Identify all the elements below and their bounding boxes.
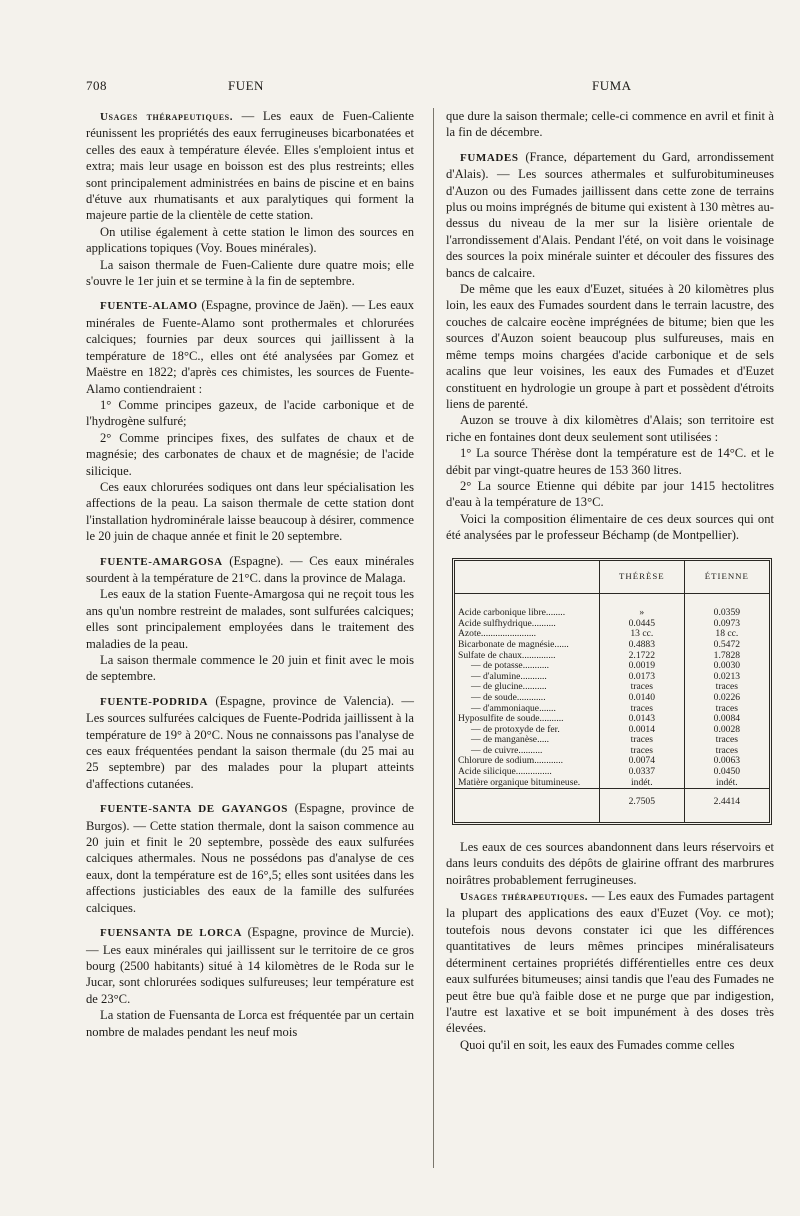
paragraph xyxy=(446,281,774,412)
paragraph xyxy=(446,149,774,281)
page-number: 708 xyxy=(86,78,107,93)
therese-value: 0.0019 xyxy=(599,661,684,672)
paragraph-text: (Espagne, province de Murcie). — Les eaux minérales qui jaillissent sur le territoire de ce gros bourg (2500 habitants) situé à 14 kilomètres de le Roda sur le Jucar, sont chlorurées sodiques sulfureuses; leur température est de 23°C. xyxy=(86,925,414,1006)
composition-table xyxy=(452,558,772,825)
therese-value: traces xyxy=(599,746,684,757)
entry-heading: FUMADES xyxy=(460,151,519,164)
etienne-value: traces xyxy=(684,682,769,693)
therese-value: 13 cc. xyxy=(599,629,684,640)
paragraph xyxy=(446,478,774,511)
paragraph-text: Auzon se trouve à dix kilomètres d'Alais; son territoire est riche en fontaines dont deux seulement sont utilisées : xyxy=(446,413,774,444)
etienne-value: 0.0450 xyxy=(684,767,769,778)
therese-value: 0.0140 xyxy=(599,693,684,704)
paragraph xyxy=(86,108,414,224)
paragraph-text: (Espagne). — Ces eaux minérales sourdent à la température de 21°C. dans la province de Malaga. xyxy=(86,553,414,585)
paragraph xyxy=(86,586,414,652)
paragraph-text: 1° Comme principes gazeux, de l'acide carbonique et de l'hydrogène sulfuré; xyxy=(86,397,414,429)
totals-label xyxy=(455,789,599,822)
left-column xyxy=(86,108,414,1040)
paragraph xyxy=(446,888,774,1037)
paragraph-text: Les eaux de la station Fuente-Amargosa qui ne reçoit tous les ans qu'un nombre restreint de malades, sont sulfurées calciques; elles sont principalement employées dans le traitement des maladies de la peau. xyxy=(86,587,414,651)
paragraph-text: que dure la saison thermale; celle-ci commence en avril et finit à la fin de décembre. xyxy=(446,109,774,140)
therese-value: 0.0074 xyxy=(599,756,684,767)
paragraph xyxy=(446,1037,774,1053)
paragraph xyxy=(86,397,414,430)
substance-cell: Matière organique bitumineuse. xyxy=(458,776,581,788)
etienne-value: 0.5472 xyxy=(684,640,769,651)
paragraph-text: (Espagne, province de Valencia). — Les sources sulfurées calciques de Fuente-Podrida jaillissent à la température de 19° à 20°C. Nous ne connaissons pas l'analyse de ces eaux fréquentées pendant la saison thermale (du 25 mai au 25 septembre) par des malades pour la plupart atteints d'affections cutanées. xyxy=(86,693,414,791)
paragraph-text: (France, département du Gard, arrondissement d'Alais). — Les sources athermales et sulfurobitumineuses d'Auzon ou des Fumades jaillissent dans cette zone de terrains plus ou moins imprégnés de bitume qui existent à 130 mètres au-dessus du niveau de la mer sur la lisière orientale de l'arrondissement d'Alais. Pendant l'été, on voit dans le voisinage des sources la poix minérale suinter et découler des fissures des bancs de calcaire. xyxy=(446,149,774,280)
etienne-value: 0.0028 xyxy=(684,725,769,736)
paragraph-text: — Les eaux des Fumades partagent la plupart des applications des eaux d'Euzet (Voy. ce mot); toutefois nous devons constater ici que les différences quantitatives de leurs mêmes principes minéralisateurs déterminent certaines propriétés différentielles entre ces deux eaux sulfurées bitumeuses; ainsi tandis que l'eau des Fumades ne peut être bue qu'à faible dose et ne purge que par indigestion, l'autre est laxative et se boit impunément à des doses très élevées. xyxy=(446,889,775,1036)
entry-heading: FUENTE-SANTA DE GAYANGOS xyxy=(100,803,288,816)
table-header-etienne: ÉTIENNE xyxy=(684,561,769,594)
paragraph-text: Quoi qu'il en soit, les eaux des Fumades comme celles xyxy=(460,1037,735,1052)
substance-cell: — d'ammoniaque....... xyxy=(471,702,556,714)
entry-heading: FUENTE-PODRIDA xyxy=(100,695,209,708)
etienne-value: 0.0213 xyxy=(684,672,769,683)
etienne-value: 18 cc. xyxy=(684,629,769,640)
substance-cell: Acide carbonique libre........ xyxy=(458,607,566,619)
etienne-total: 2.4414 xyxy=(684,789,769,822)
substance-cell: Bicarbonate de magnésie...... xyxy=(458,638,569,650)
substance-cell: Sulfate de chaux.............. xyxy=(458,649,556,661)
substance-cell: Hyposulfite de soude.......... xyxy=(458,713,564,725)
therese-value: 0.0445 xyxy=(599,619,684,630)
entry-heading: Usages thérapeutiques. xyxy=(460,891,589,904)
running-head-left: FUEN xyxy=(228,78,264,93)
etienne-value: 0.0973 xyxy=(684,619,769,630)
paragraph xyxy=(86,1007,414,1040)
substance-cell: — de protoxyde de fer. xyxy=(471,723,560,735)
substance-cell: — d'alumine........... xyxy=(471,670,547,682)
paragraph-text: (Espagne, province de Jaën). — Les eaux minérales de Fuente-Alamo sont prothermales et chlorurées calciques; fournies par deux sources qui jaillissent à la température de 18°C., elles ont été analysées par Gomez et Maëstre en 1822; d'après ces chimistes, les sources de Fuente-Alamo contiendraient : xyxy=(86,298,414,396)
paragraph xyxy=(446,511,774,544)
paragraph-text: (Espagne, province de Burgos). — Cette station thermale, dont la saison commence au 20 juin et finit le 20 septembre, possède des eaux sulfurées calciques athermales. Nous ne possédons pas d'analyse de ces eaux, dont la température est de 16°,5; elles sont usitées dans les affections justiciables des eaux de la famille des sulfurées calciques. xyxy=(86,801,414,915)
therese-value: traces xyxy=(599,682,684,693)
etienne-value: 0.0063 xyxy=(684,756,769,767)
paragraph-text: La saison thermale de Fuen-Caliente dure quatre mois; elle s'ouvre le 1er juin et se termine à la fin de septembre. xyxy=(86,257,414,289)
substance-cell: Acide silicique............... xyxy=(458,766,552,778)
entry-heading: FUENTE-AMARGOSA xyxy=(100,555,223,568)
paragraph-text: La saison thermale commence le 20 juin et finit avec le mois de septembre. xyxy=(86,653,414,684)
paragraph xyxy=(446,839,774,888)
therese-value: 0.0337 xyxy=(599,767,684,778)
etienne-value: 0.0084 xyxy=(684,714,769,725)
etienne-value: traces xyxy=(684,704,769,715)
column-rule xyxy=(433,108,434,1168)
paragraph xyxy=(86,553,414,587)
right-column xyxy=(446,108,774,1053)
substance-cell: Azote....................... xyxy=(458,628,537,640)
substance-cell: — de potasse........... xyxy=(471,660,550,672)
paragraph xyxy=(446,108,774,141)
table-header-blank xyxy=(455,561,599,594)
therese-value: 0.0173 xyxy=(599,672,684,683)
paragraph-text: — Les eaux de Fuen-Caliente réunissent les propriétés des eaux ferrugineuses bicarbonatées et celles des eaux à température élevée. Elles s'emploient intus et extra; mais leur usage en boisson est des plus restreints; elles sont principalement administrées en bains de piscine et en bains d'étuve aux rhumatisants et aux paralytiques qui forment la majeure partie de la clientèle de cette station. xyxy=(86,109,414,223)
substance-cell: — de glucine.......... xyxy=(471,681,547,693)
etienne-value: 0.0359 xyxy=(684,608,769,619)
substance-cell: Acide sulfhydrique.......... xyxy=(458,617,556,629)
paragraph xyxy=(446,412,774,445)
entry-heading: FUENSANTA DE LORCA xyxy=(100,927,242,940)
etienne-value: 1.7828 xyxy=(684,651,769,662)
etienne-value: traces xyxy=(684,735,769,746)
therese-total: 2.7505 xyxy=(599,789,684,822)
table-row xyxy=(455,640,769,651)
entry-heading: Usages thérapeutiques. xyxy=(100,111,234,123)
therese-value: 0.4883 xyxy=(599,640,684,651)
paragraph xyxy=(86,257,414,290)
paragraph xyxy=(86,430,414,479)
substance-cell: — de cuivre.......... xyxy=(471,744,543,756)
substance-cell: — de soude............ xyxy=(471,691,546,703)
table-row xyxy=(455,693,769,704)
paragraph-text: 2° La source Etienne qui débite par jour 1415 hectolitres d'eau à la température de 13°C. xyxy=(446,478,774,510)
etienne-value: 0.0030 xyxy=(684,661,769,672)
table-row xyxy=(455,778,769,789)
therese-value: 2.1722 xyxy=(599,651,684,662)
therese-value: » xyxy=(599,608,684,619)
paragraph-text: 2° Comme principes fixes, des sulfates de chaux et de magnésie; des carbonates de chaux et de magnésie; de l'acide silicique. xyxy=(86,430,414,478)
etienne-value: 0.0226 xyxy=(684,693,769,704)
therese-value: traces xyxy=(599,735,684,746)
paragraph-text: La station de Fuensanta de Lorca est fréquentée par un certain nombre de malades pendant les neuf mois xyxy=(86,1008,414,1039)
paragraph-text: On utilise également à cette station le limon des sources en applications topiques (Voy. Boues minérales). xyxy=(86,224,414,256)
totals-row xyxy=(455,789,769,822)
paragraph xyxy=(86,924,414,1007)
table-header-therese: THÉRÈSE xyxy=(599,561,684,594)
paragraph-text: De même que les eaux d'Euzet, situées à 20 kilomètres plus loin, les eaux des Fumades sourdent dans le terrain lacustre, des couches de calcaire eocène imprégnées de bitume; bien que les sources d'Auzon soient beaucoup plus sulfureuses, mais en même temps moins chargées d'acide carbonique et de sels acalins que leur voisines, les eaux des Fumades et d'Euzet constituent en hydrologie un groupe à part et possèdent d'étroits liens de parenté. xyxy=(446,282,774,411)
paragraph xyxy=(86,693,414,792)
paragraph-text: Les eaux de ces sources abandonnent dans leurs réservoirs et dans leurs conduits des dépôts de glairine offrant des marbrures noirâtres probablement ferrugineuses. xyxy=(446,839,774,887)
paragraph xyxy=(86,479,414,545)
paragraph xyxy=(446,445,774,478)
substance-cell: — de manganèse..... xyxy=(471,734,550,746)
paragraph xyxy=(86,652,414,685)
etienne-value: indét. xyxy=(684,778,769,789)
therese-value: traces xyxy=(599,704,684,715)
substance-cell: Chlorure de sodium............ xyxy=(458,755,563,767)
paragraph-text: 1° La source Thérèse dont la température est de 14°C. et le débit par vingt-quatre heures de 153 360 litres. xyxy=(446,446,774,477)
therese-value: 0.0014 xyxy=(599,725,684,736)
paragraph xyxy=(86,800,414,916)
entry-heading: FUENTE-ALAMO xyxy=(100,300,198,313)
paragraph-text: Ces eaux chlorurées sodiques ont dans leur spécialisation les affections de la peau. La saison thermale de cette station dont l'installation hydrominérale laisse beaucoup à désirer, commence le 20 juin de chaque année et finit le 20 septembre. xyxy=(86,479,414,544)
paragraph xyxy=(86,224,414,257)
running-head-right: FUMA xyxy=(592,78,632,93)
paragraph xyxy=(86,297,414,396)
paragraph-text: Voici la composition élimentaire de ces deux sources qui ont été analysées par le professeur Béchamp (de Montpellier). xyxy=(446,511,774,543)
table-header-row xyxy=(455,561,769,594)
etienne-value: traces xyxy=(684,746,769,757)
therese-value: indét. xyxy=(599,778,684,789)
therese-value: 0.0143 xyxy=(599,714,684,725)
